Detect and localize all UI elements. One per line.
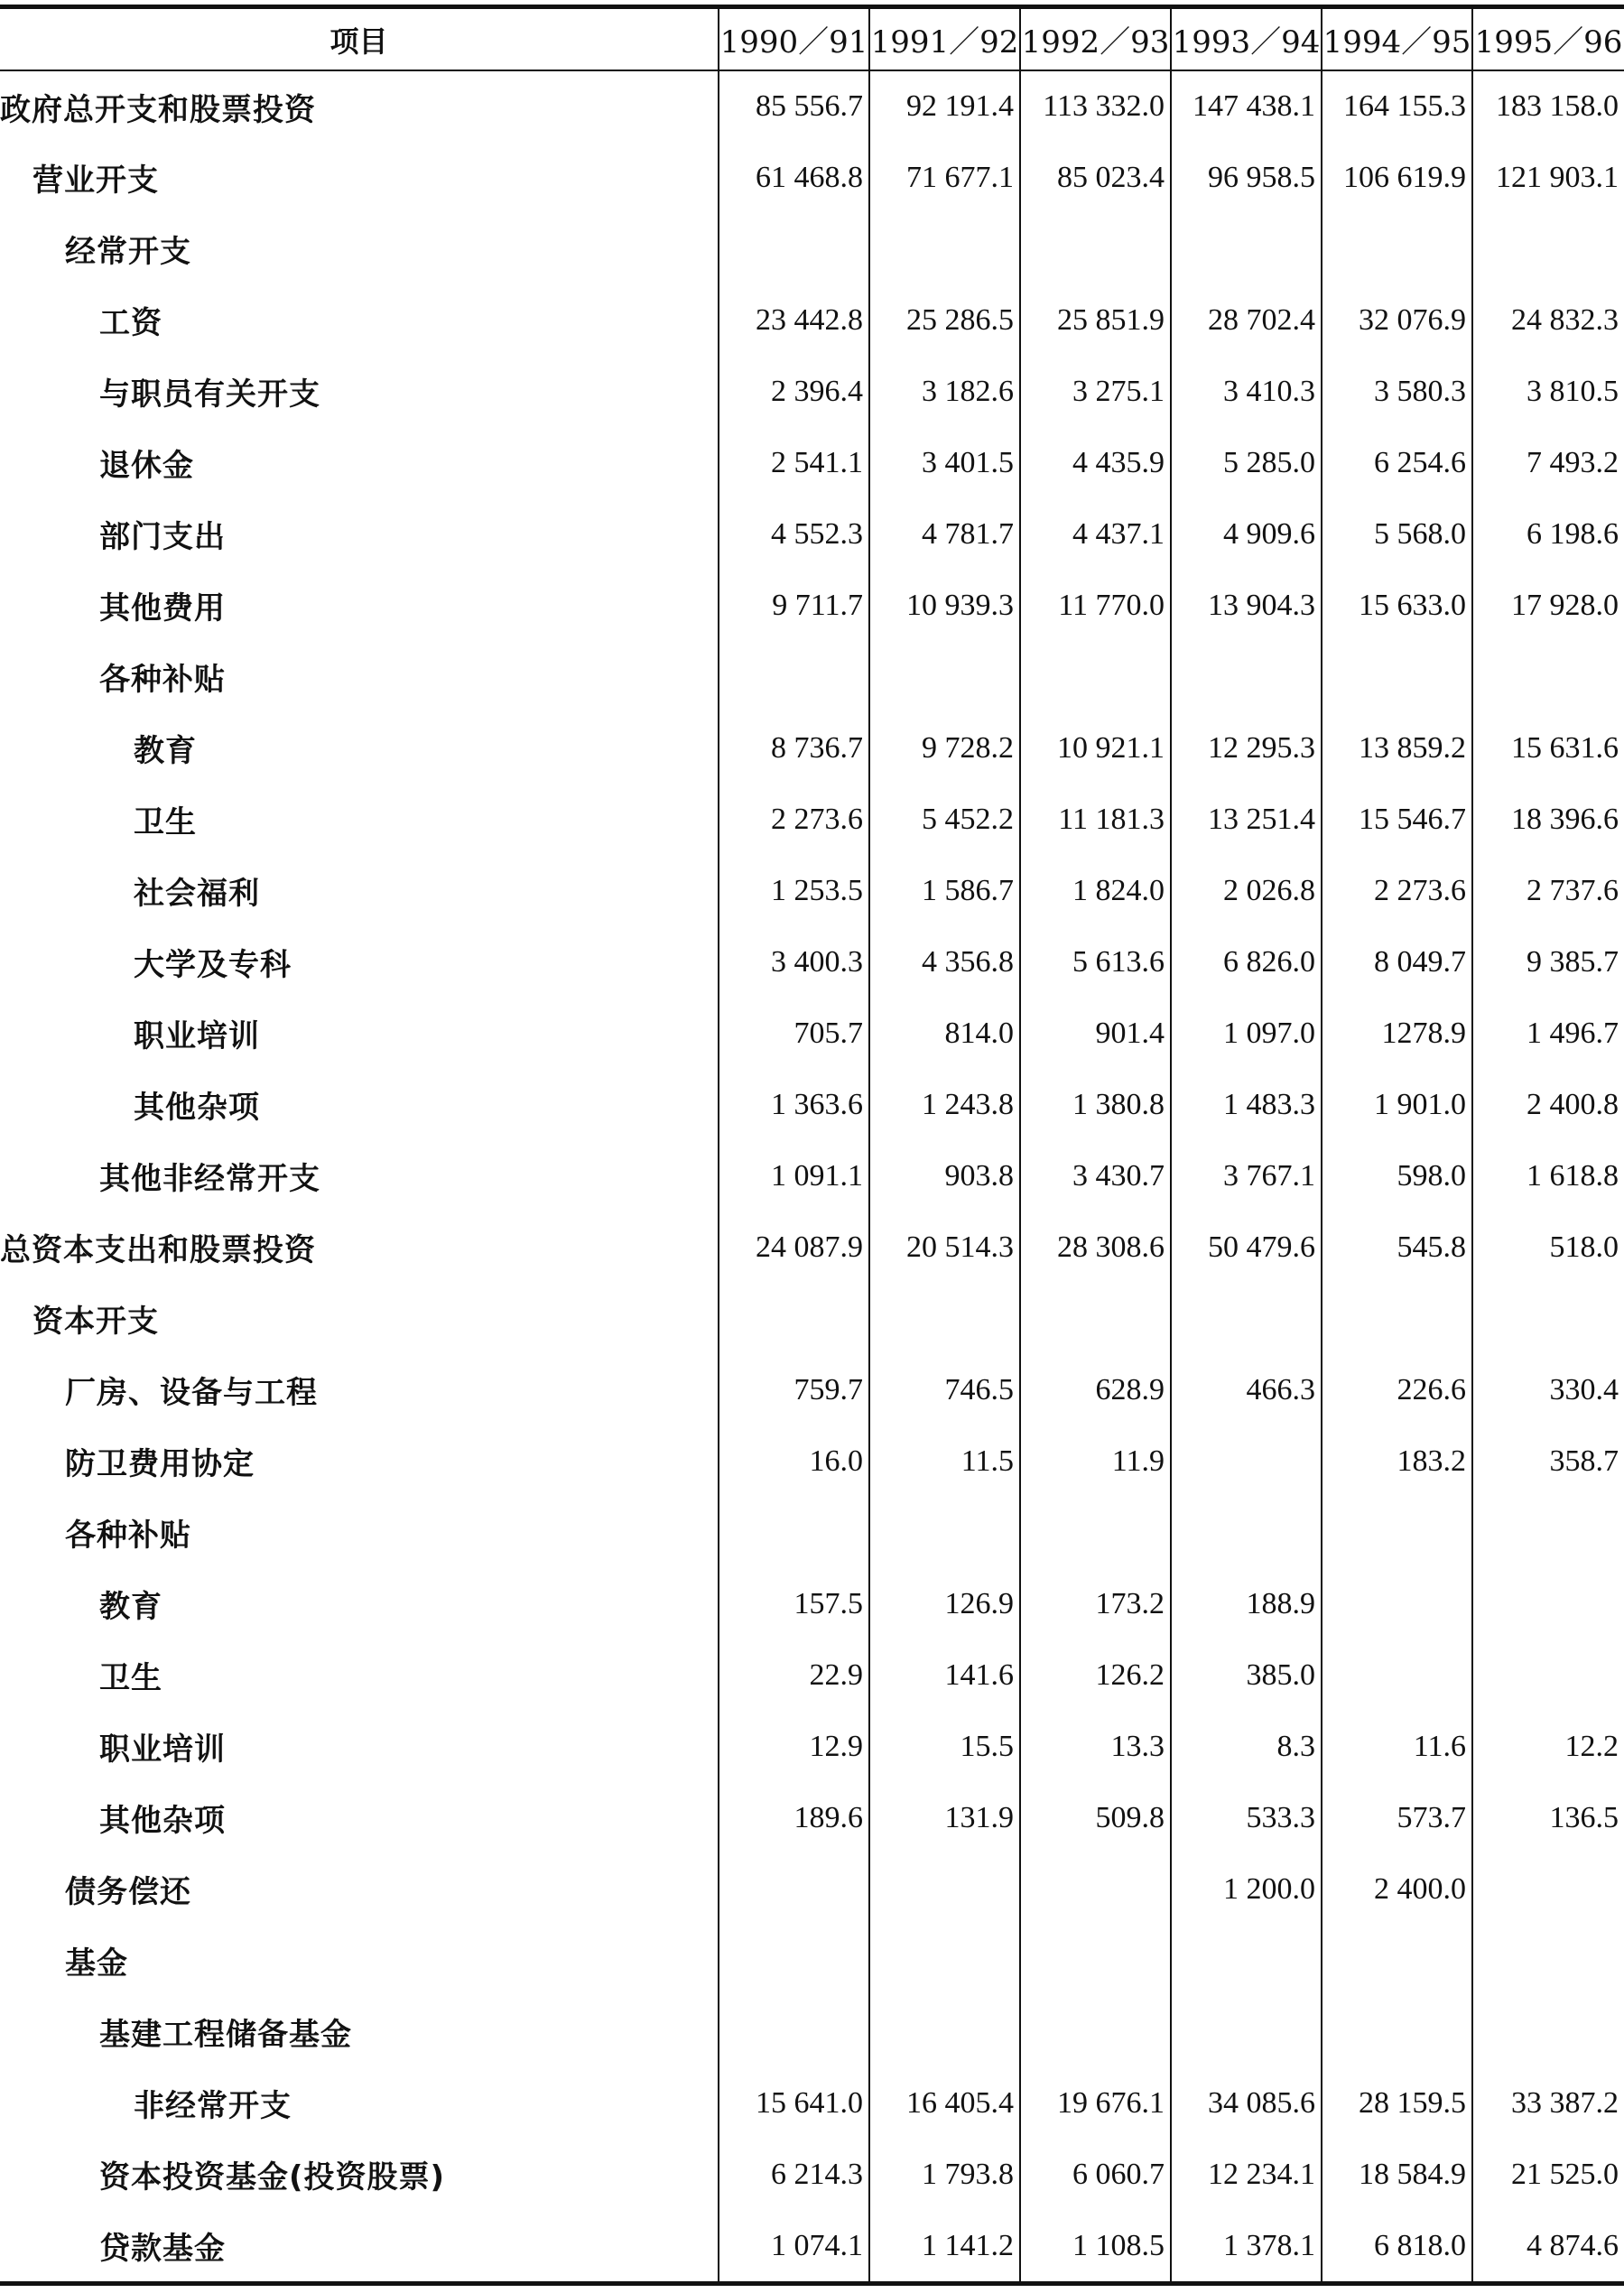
value-cell: 23 442.8 xyxy=(719,284,869,356)
value-cell xyxy=(1020,1497,1171,1568)
value-cell: 1 091.1 xyxy=(719,1140,869,1211)
row-label: 卫生 xyxy=(0,784,719,855)
value-cell: 9 728.2 xyxy=(869,712,1020,784)
value-cell: 61 468.8 xyxy=(719,142,869,213)
value-cell: 4 435.9 xyxy=(1020,427,1171,498)
value-cell: 3 410.3 xyxy=(1171,356,1322,427)
row-label: 资本投资基金(投资股票) xyxy=(0,2139,719,2210)
table-row xyxy=(0,1782,1624,1853)
value-cell: 8 736.7 xyxy=(719,712,869,784)
value-cell: 183 158.0 xyxy=(1496,89,1619,123)
value-cell: 183.2 xyxy=(1322,1425,1472,1497)
value-cell: 533.3 xyxy=(1171,1782,1322,1853)
row-label: 社会福利 xyxy=(0,855,719,926)
value-cell: 8.3 xyxy=(1171,1711,1322,1782)
value-cell: 1 200.0 xyxy=(1171,1853,1322,1925)
row-label: 大学及专科 xyxy=(0,926,719,998)
value-cell: 1 496.7 xyxy=(1527,1016,1619,1050)
value-cell xyxy=(719,1283,869,1354)
value-cell: 746.5 xyxy=(869,1354,1020,1425)
value-cell xyxy=(1171,213,1322,284)
value-cell: 126.2 xyxy=(1020,1639,1171,1711)
value-cell: 5 613.6 xyxy=(1020,926,1171,998)
value-cell: 113 332.0 xyxy=(1020,70,1171,142)
value-cell: 34 085.6 xyxy=(1171,2067,1322,2139)
value-cell xyxy=(1472,1853,1624,1925)
row-label: 债务偿还 xyxy=(0,1853,719,1925)
value-cell xyxy=(1020,641,1171,712)
value-cell: 28 702.4 xyxy=(1171,284,1322,356)
value-cell: 4 781.7 xyxy=(869,498,1020,570)
table-body xyxy=(0,70,1624,2284)
value-cell: 4 356.8 xyxy=(869,926,1020,998)
row-label: 各种补贴 xyxy=(0,1497,719,1568)
value-cell: 85 023.4 xyxy=(1020,142,1171,213)
value-cell: 92 191.4 xyxy=(869,70,1020,142)
value-cell: 18 584.9 xyxy=(1322,2139,1472,2210)
table-row xyxy=(0,926,1624,998)
table-row xyxy=(0,1283,1624,1354)
row-label: 防卫费用协定 xyxy=(0,1425,719,1497)
value-cell: 13 859.2 xyxy=(1322,712,1472,784)
value-cell: 1 901.0 xyxy=(1322,1069,1472,1140)
row-label: 其他非经常开支 xyxy=(0,1140,719,1211)
table-row xyxy=(0,1069,1624,1140)
value-cell: 131.9 xyxy=(869,1782,1020,1853)
value-cell xyxy=(869,1497,1020,1568)
value-cell: 15 631.6 xyxy=(1511,730,1619,765)
value-cell xyxy=(1171,1925,1322,1996)
value-cell: 15 633.0 xyxy=(1322,570,1472,641)
value-cell xyxy=(719,641,869,712)
table-row xyxy=(0,142,1624,213)
table-row xyxy=(0,1354,1624,1425)
value-cell: 1278.9 xyxy=(1322,998,1472,1069)
value-cell: 12 295.3 xyxy=(1171,712,1322,784)
expenditure-table xyxy=(0,5,1624,2286)
value-cell: 4 552.3 xyxy=(719,498,869,570)
row-label: 教育 xyxy=(0,712,719,784)
value-cell: 4 437.1 xyxy=(1020,498,1171,570)
value-cell: 1 380.8 xyxy=(1020,1069,1171,1140)
value-cell: 1 108.5 xyxy=(1020,2210,1171,2284)
value-cell xyxy=(1322,1639,1472,1711)
value-cell: 20 514.3 xyxy=(869,1211,1020,1283)
value-cell: 226.6 xyxy=(1322,1354,1472,1425)
row-label: 工资 xyxy=(0,284,719,356)
value-cell: 2 026.8 xyxy=(1171,855,1322,926)
value-cell: 2 737.6 xyxy=(1527,873,1619,907)
value-cell: 28 159.5 xyxy=(1322,2067,1472,2139)
value-cell: 24 087.9 xyxy=(719,1211,869,1283)
value-cell: 10 921.1 xyxy=(1020,712,1171,784)
value-cell: 11 181.3 xyxy=(1020,784,1171,855)
value-cell: 3 767.1 xyxy=(1171,1140,1322,1211)
value-cell xyxy=(1171,641,1322,712)
header-year: 1995／96 xyxy=(1472,7,1624,71)
row-label: 营业开支 xyxy=(0,142,719,213)
value-cell: 12.2 xyxy=(1564,1729,1619,1763)
table-row xyxy=(0,2067,1624,2139)
value-cell xyxy=(1322,213,1472,284)
value-cell: 96 958.5 xyxy=(1171,142,1322,213)
table-row xyxy=(0,641,1624,712)
value-cell xyxy=(1322,1497,1472,1568)
table-row xyxy=(0,2210,1624,2284)
value-cell: 759.7 xyxy=(719,1354,869,1425)
value-cell: 1 824.0 xyxy=(1020,855,1171,926)
value-cell xyxy=(1020,1283,1171,1354)
value-cell: 164 155.3 xyxy=(1322,70,1472,142)
value-cell: 3 580.3 xyxy=(1322,356,1472,427)
value-cell: 13.3 xyxy=(1020,1711,1171,1782)
table-row xyxy=(0,498,1624,570)
value-cell: 6 826.0 xyxy=(1171,926,1322,998)
value-cell: 358.7 xyxy=(1549,1444,1619,1478)
value-cell: 136.5 xyxy=(1549,1800,1619,1834)
value-cell xyxy=(1472,641,1624,712)
value-cell: 5 568.0 xyxy=(1322,498,1472,570)
value-cell: 16 405.4 xyxy=(869,2067,1020,2139)
value-cell: 126.9 xyxy=(869,1568,1020,1639)
value-cell xyxy=(1322,1568,1472,1639)
value-cell: 5 452.2 xyxy=(869,784,1020,855)
value-cell: 12 234.1 xyxy=(1171,2139,1322,2210)
value-cell xyxy=(1020,1925,1171,1996)
value-cell xyxy=(1171,1497,1322,1568)
value-cell: 385.0 xyxy=(1171,1639,1322,1711)
value-cell: 141.6 xyxy=(869,1639,1020,1711)
value-cell: 19 676.1 xyxy=(1020,2067,1171,2139)
row-label: 厂房、设备与工程 xyxy=(0,1354,719,1425)
value-cell xyxy=(1020,1996,1171,2067)
value-cell: 10 939.3 xyxy=(869,570,1020,641)
value-cell: 1 586.7 xyxy=(869,855,1020,926)
header-year: 1990／91 xyxy=(719,7,869,71)
table-row xyxy=(0,1996,1624,2067)
value-cell xyxy=(719,1925,869,1996)
value-cell: 28 308.6 xyxy=(1020,1211,1171,1283)
value-cell: 13 904.3 xyxy=(1171,570,1322,641)
header-year: 1992／93 xyxy=(1020,7,1171,71)
value-cell: 1 378.1 xyxy=(1171,2210,1322,2284)
value-cell: 189.6 xyxy=(719,1782,869,1853)
value-cell: 2 273.6 xyxy=(719,784,869,855)
value-cell: 17 928.0 xyxy=(1511,588,1619,622)
value-cell: 705.7 xyxy=(719,998,869,1069)
table-row xyxy=(0,1425,1624,1497)
value-cell: 13 251.4 xyxy=(1171,784,1322,855)
value-cell xyxy=(1472,213,1624,284)
value-cell: 11.5 xyxy=(869,1425,1020,1497)
table-row xyxy=(0,784,1624,855)
row-label: 基建工程储备基金 xyxy=(0,1996,719,2067)
value-cell: 21 525.0 xyxy=(1511,2157,1619,2191)
value-cell: 6 060.7 xyxy=(1020,2139,1171,2210)
row-label: 总资本支出和股票投资 xyxy=(0,1211,719,1283)
row-label: 卫生 xyxy=(0,1639,719,1711)
table-row xyxy=(0,1497,1624,1568)
value-cell: 85 556.7 xyxy=(719,70,869,142)
value-cell: 25 851.9 xyxy=(1020,284,1171,356)
value-cell xyxy=(1322,1925,1472,1996)
value-cell: 15 546.7 xyxy=(1322,784,1472,855)
table-row xyxy=(0,2139,1624,2210)
value-cell: 1 097.0 xyxy=(1171,998,1322,1069)
value-cell: 3 810.5 xyxy=(1527,374,1619,408)
table-row xyxy=(0,213,1624,284)
value-cell: 18 396.6 xyxy=(1511,802,1619,836)
value-cell: 1 253.5 xyxy=(719,855,869,926)
value-cell: 6 198.6 xyxy=(1527,516,1619,551)
header-item: 项目 xyxy=(0,7,719,71)
value-cell xyxy=(1020,213,1171,284)
value-cell: 1 243.8 xyxy=(869,1069,1020,1140)
value-cell xyxy=(1472,1497,1624,1568)
row-label: 与职员有关开支 xyxy=(0,356,719,427)
row-label: 退休金 xyxy=(0,427,719,498)
header-year: 1994／95 xyxy=(1322,7,1472,71)
row-label: 基金 xyxy=(0,1925,719,1996)
table-row xyxy=(0,70,1624,142)
value-cell: 11.6 xyxy=(1322,1711,1472,1782)
value-cell: 16.0 xyxy=(719,1425,869,1497)
value-cell: 628.9 xyxy=(1020,1354,1171,1425)
value-cell: 188.9 xyxy=(1171,1568,1322,1639)
header-row xyxy=(0,7,1624,71)
row-label: 经常开支 xyxy=(0,213,719,284)
value-cell: 3 430.7 xyxy=(1020,1140,1171,1211)
value-cell: 8 049.7 xyxy=(1322,926,1472,998)
value-cell: 1 793.8 xyxy=(869,2139,1020,2210)
table-row xyxy=(0,855,1624,926)
value-cell: 15 641.0 xyxy=(719,2067,869,2139)
table-row xyxy=(0,1639,1624,1711)
header-year: 1993／94 xyxy=(1171,7,1322,71)
value-cell: 509.8 xyxy=(1020,1782,1171,1853)
row-label: 部门支出 xyxy=(0,498,719,570)
table-row xyxy=(0,712,1624,784)
row-label: 资本开支 xyxy=(0,1283,719,1354)
row-label: 贷款基金 xyxy=(0,2210,719,2284)
value-cell: 2 400.8 xyxy=(1527,1087,1619,1121)
value-cell: 157.5 xyxy=(719,1568,869,1639)
value-cell: 1 483.3 xyxy=(1171,1069,1322,1140)
table-row xyxy=(0,356,1624,427)
table-row xyxy=(0,1711,1624,1782)
value-cell: 3 275.1 xyxy=(1020,356,1171,427)
value-cell: 901.4 xyxy=(1020,998,1171,1069)
value-cell: 9 711.7 xyxy=(719,570,869,641)
table-row xyxy=(0,1853,1624,1925)
value-cell: 12.9 xyxy=(719,1711,869,1782)
value-cell: 814.0 xyxy=(869,998,1020,1069)
value-cell: 330.4 xyxy=(1549,1372,1619,1406)
value-cell xyxy=(1322,1996,1472,2067)
row-label: 各种补贴 xyxy=(0,641,719,712)
table-row xyxy=(0,1925,1624,1996)
value-cell: 6 818.0 xyxy=(1322,2210,1472,2284)
value-cell: 573.7 xyxy=(1322,1782,1472,1853)
value-cell: 7 493.2 xyxy=(1527,445,1619,479)
value-cell xyxy=(719,1497,869,1568)
row-label: 教育 xyxy=(0,1568,719,1639)
value-cell xyxy=(869,213,1020,284)
value-cell: 71 677.1 xyxy=(869,142,1020,213)
value-cell: 50 479.6 xyxy=(1171,1211,1322,1283)
value-cell xyxy=(1472,1283,1624,1354)
value-cell: 3 400.3 xyxy=(719,926,869,998)
value-cell: 173.2 xyxy=(1020,1568,1171,1639)
value-cell xyxy=(1472,1639,1624,1711)
row-label: 职业培训 xyxy=(0,998,719,1069)
value-cell xyxy=(1472,1996,1624,2067)
value-cell xyxy=(719,213,869,284)
row-label: 其他杂项 xyxy=(0,1782,719,1853)
row-label: 其他费用 xyxy=(0,570,719,641)
value-cell: 1 618.8 xyxy=(1527,1158,1619,1193)
table-row xyxy=(0,427,1624,498)
table-row xyxy=(0,1568,1624,1639)
value-cell xyxy=(1322,641,1472,712)
table-row xyxy=(0,1140,1624,1211)
value-cell xyxy=(1171,1283,1322,1354)
value-cell: 3 182.6 xyxy=(869,356,1020,427)
value-cell: 24 832.3 xyxy=(1511,302,1619,337)
value-cell: 121 903.1 xyxy=(1496,160,1619,194)
value-cell: 6 254.6 xyxy=(1322,427,1472,498)
value-cell: 11.9 xyxy=(1020,1425,1171,1497)
value-cell xyxy=(869,641,1020,712)
value-cell: 11 770.0 xyxy=(1020,570,1171,641)
value-cell: 32 076.9 xyxy=(1322,284,1472,356)
value-cell: 2 541.1 xyxy=(719,427,869,498)
value-cell xyxy=(1322,1283,1472,1354)
value-cell xyxy=(869,1853,1020,1925)
value-cell: 1 363.6 xyxy=(719,1069,869,1140)
value-cell xyxy=(869,1925,1020,1996)
value-cell: 22.9 xyxy=(719,1639,869,1711)
value-cell: 33 387.2 xyxy=(1511,2085,1619,2120)
row-label: 职业培训 xyxy=(0,1711,719,1782)
row-label: 其他杂项 xyxy=(0,1069,719,1140)
value-cell: 9 385.7 xyxy=(1527,944,1619,979)
value-cell xyxy=(1171,1996,1322,2067)
value-cell xyxy=(719,1996,869,2067)
value-cell: 2 396.4 xyxy=(719,356,869,427)
value-cell: 466.3 xyxy=(1171,1354,1322,1425)
table-header xyxy=(0,7,1624,71)
value-cell: 2 400.0 xyxy=(1322,1853,1472,1925)
value-cell xyxy=(1171,1425,1322,1497)
value-cell: 598.0 xyxy=(1322,1140,1472,1211)
value-cell xyxy=(1472,1568,1624,1639)
value-cell xyxy=(869,1996,1020,2067)
value-cell: 903.8 xyxy=(869,1140,1020,1211)
value-cell xyxy=(1472,1925,1624,1996)
row-label: 政府总开支和股票投资 xyxy=(0,70,719,142)
value-cell xyxy=(719,1853,869,1925)
row-label: 非经常开支 xyxy=(0,2067,719,2139)
table-row xyxy=(0,998,1624,1069)
value-cell: 106 619.9 xyxy=(1322,142,1472,213)
value-cell: 545.8 xyxy=(1322,1211,1472,1283)
value-cell: 4 909.6 xyxy=(1171,498,1322,570)
value-cell: 6 214.3 xyxy=(719,2139,869,2210)
value-cell xyxy=(1020,1853,1171,1925)
value-cell: 15.5 xyxy=(869,1711,1020,1782)
table-row xyxy=(0,284,1624,356)
value-cell: 5 285.0 xyxy=(1171,427,1322,498)
value-cell: 1 074.1 xyxy=(719,2210,869,2284)
value-cell: 25 286.5 xyxy=(869,284,1020,356)
value-cell: 2 273.6 xyxy=(1322,855,1472,926)
value-cell xyxy=(869,1283,1020,1354)
table-row xyxy=(0,570,1624,641)
value-cell: 1 141.2 xyxy=(869,2210,1020,2284)
value-cell: 147 438.1 xyxy=(1171,70,1322,142)
value-cell: 3 401.5 xyxy=(869,427,1020,498)
value-cell: 518.0 xyxy=(1549,1230,1619,1264)
value-cell: 4 874.6 xyxy=(1527,2228,1619,2262)
header-year: 1991／92 xyxy=(869,7,1020,71)
table-row xyxy=(0,1211,1624,1283)
